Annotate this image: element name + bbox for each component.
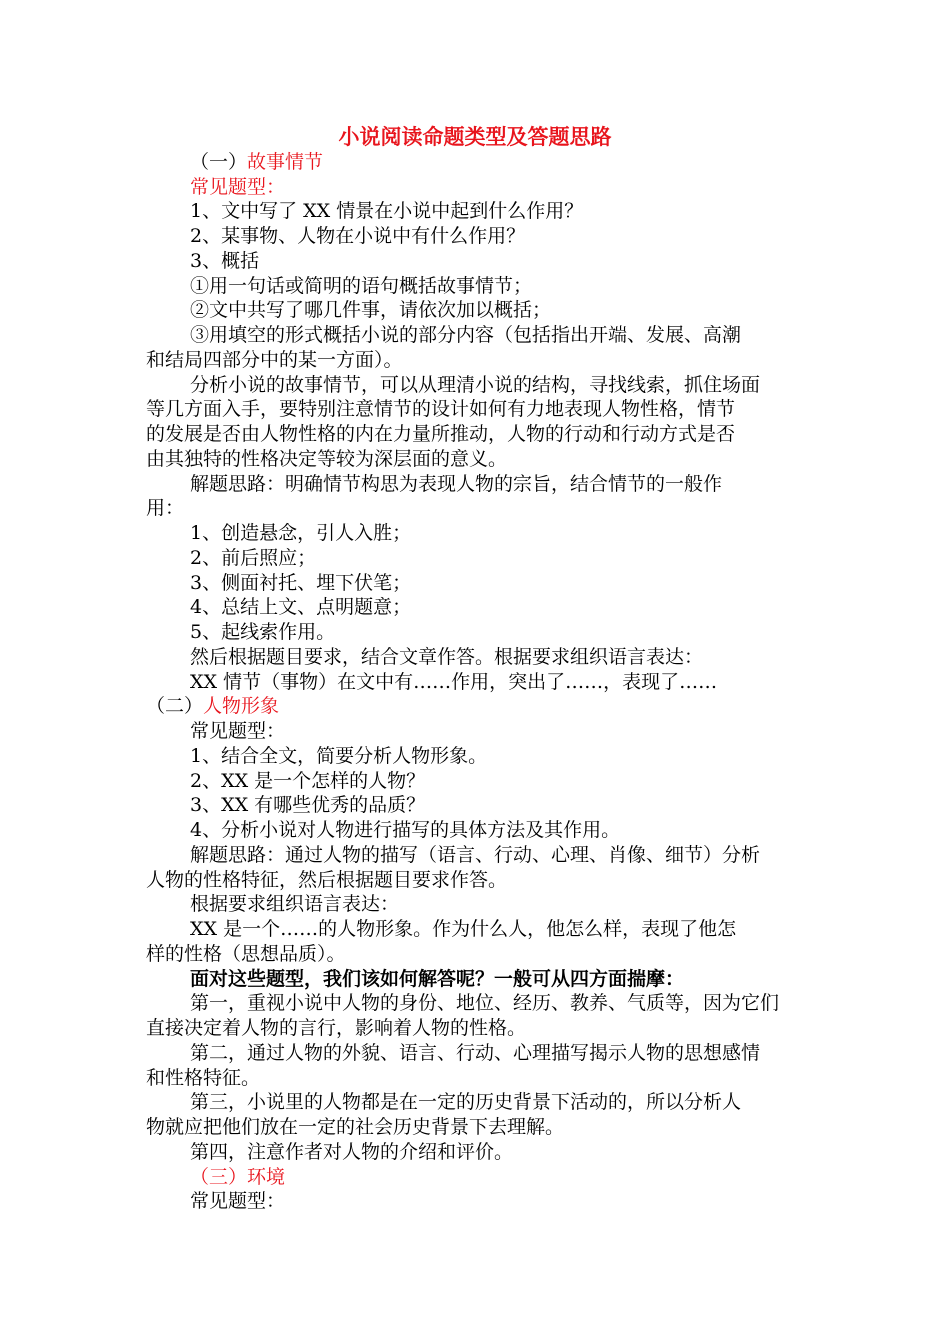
section-title: 故事情节 [247,151,324,173]
paragraph-line: 根据要求组织语言表达： [190,893,400,915]
paragraph-line: 第一，重视小说中人物的身份、地位、经历、教养、气质等，因为它们 [190,992,780,1014]
paragraph-line: 由其独特的性格决定等较为深层面的意义。 [146,448,508,470]
question-item: 2、XX 是一个怎样的人物？ [190,770,426,792]
section-heading-plot [190,150,323,175]
paragraph-line: 第四，注意作者对人物的介绍和评价。 [190,1141,514,1163]
paragraph-line: 等几方面入手，要特别注意情节的设计如何有力地表现人物性格，情节 [146,398,736,420]
subheading: 常见题型： [190,720,286,742]
question-item: 2、某事物、人物在小说中有什么作用？ [190,225,526,247]
paragraph-line: 分析小说的故事情节，可以从理清小说的结构，寻找线索，抓住场面 [190,374,761,396]
paragraph-line: 样的性格（思想品质）。 [146,943,346,965]
paragraph-line: 人物的性格特征，然后根据题目要求作答。 [146,869,508,891]
paragraph-line: 解题思路：明确情节构思为表现人物的宗旨，结合情节的一般作 [190,473,723,495]
list-item: 4、总结上文、点明题意； [190,596,412,618]
document-title: 小说阅读命题类型及答题思路 [338,124,612,149]
question-item: 3、概括 [190,250,260,272]
question-item: 3、XX 有哪些优秀的品质？ [190,794,426,816]
question-item: 4、分析小说对人物进行描写的具体方法及其作用。 [190,819,621,841]
subheading: 常见题型： [190,1190,286,1212]
bold-lead-line: 面对这些题型，我们该如何解答呢？一般可从四方面揣摩： [190,968,685,990]
paragraph-line: 的发展是否由人物性格的内在力量所推动，人物的行动和行动方式是否 [146,423,736,445]
section-title: 人物形象 [203,695,280,717]
list-item: ①用一句话或简明的语句概括故事情节； [190,275,533,297]
list-item: ②文中共写了哪几件事，请依次加以概括； [190,299,552,321]
paragraph-line: 然后根据题目要求，结合文章作答。根据要求组织语言表达： [190,646,704,668]
list-item: 5、起线索作用。 [190,621,336,643]
question-item: 1、文中写了 XX 情景在小说中起到什么作用？ [190,200,584,222]
section-heading-environment: （三）环境 [190,1166,286,1188]
section-number: （二） [146,695,204,717]
paragraph-line: 物就应把他们放在一定的社会历史背景下去理解。 [146,1116,565,1138]
paragraph-line: XX 情节（事物）在文中有……作用，突出了……，表现了…… [190,671,718,693]
subheading: 常见题型： [190,176,286,198]
question-item: 1、结合全文，简要分析人物形象。 [190,745,488,767]
paragraph-line: 和性格特征。 [146,1067,261,1089]
section-heading-character [146,694,279,719]
list-item: 1、创造悬念，引人入胜； [190,522,412,544]
list-item: 2、前后照应； [190,547,317,569]
paragraph-line: 第三，小说里的人物都是在一定的历史背景下活动的，所以分析人 [190,1091,742,1113]
section-number: （一） [190,151,248,173]
paragraph-line: 用： [146,497,185,519]
paragraph-line: 解题思路：通过人物的描写（语言、行动、心理、肖像、细节）分析 [190,844,761,866]
paragraph-line: 和结局四部分中的某一方面）。 [146,349,403,371]
paragraph-line: XX 是一个……的人物形象。作为什么人，他怎么样，表现了他怎 [190,918,737,940]
paragraph-line: 直接决定着人物的言行，影响着人物的性格。 [146,1017,527,1039]
list-item: 3、侧面衬托、埋下伏笔； [190,572,412,594]
list-item: ③用填空的形式概括小说的部分内容（包括指出开端、发展、高潮 [190,324,742,346]
paragraph-line: 第二，通过人物的外貌、语言、行动、心理描写揭示人物的思想感情 [190,1042,761,1064]
